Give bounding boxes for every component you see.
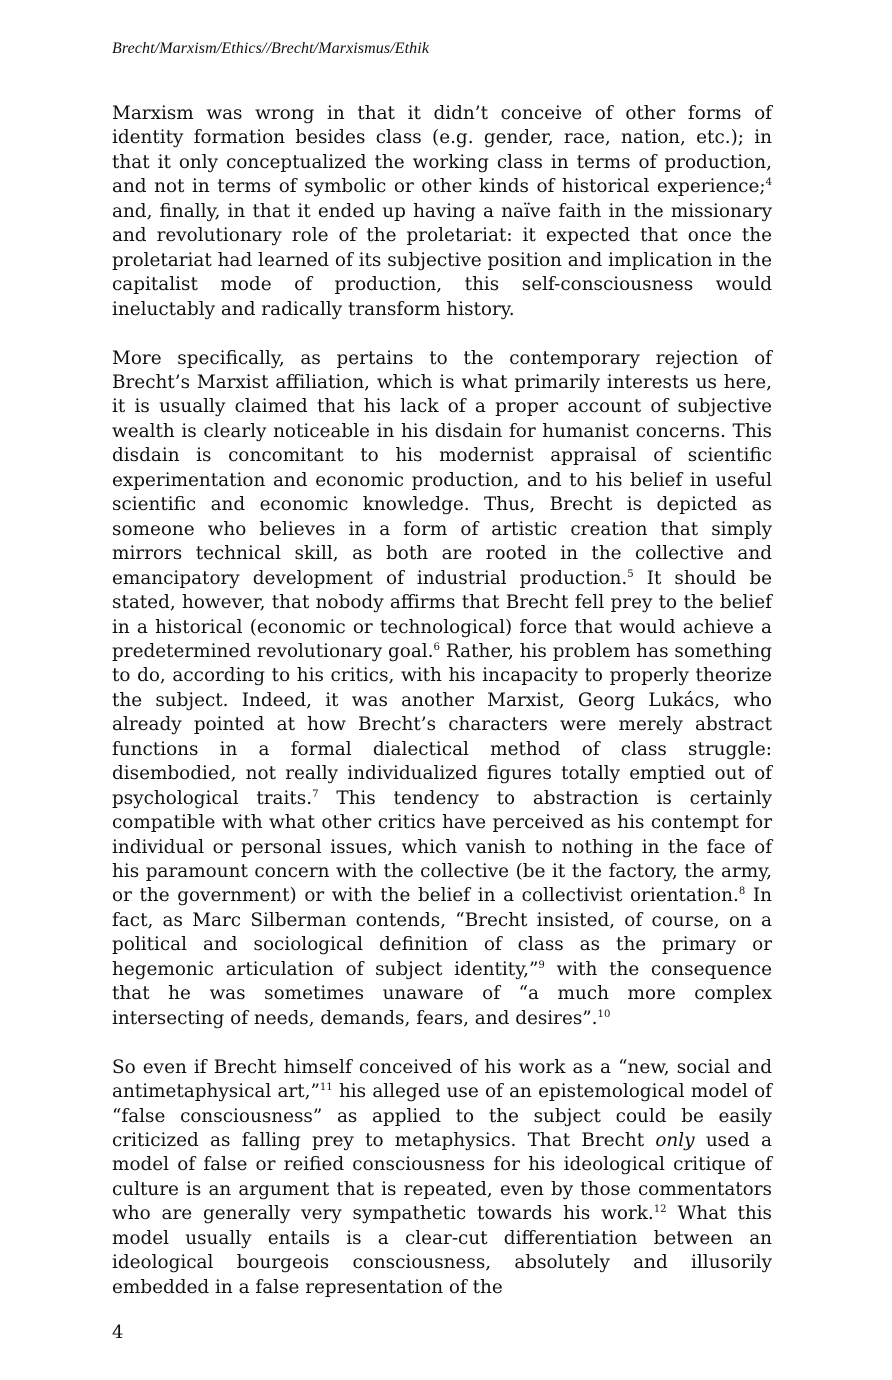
text-run: with the consequence that he was sometimes unaware of “a much more complex intersecting of needs, demands, fears, and desires”. xyxy=(112,958,772,1029)
text-run: It should be stated, however, that nobody affirms that Brecht fell prey to the belief in a historical (economic or technological) force that would achieve a predetermined revolutionary goal. xyxy=(112,567,772,662)
text-run: This tendency to abstraction is certainly compatible with what other critics have perceived as his contempt for individual or personal issues, which vanish to nothing in the face of his paramount concern with the collective (be it the factory, the army, or the government) or with the belief in a collectivist orientation. xyxy=(112,787,772,907)
text-run: and, finally, in that it ended up having a naïve faith in the missionary and revolutionary role of the proletariat: it expected that once the proletariat had learned of its subjective position and implication in the capitalist mode of production, this self-consciousness would ineluctably and radically transform history. xyxy=(112,200,773,320)
footnote-ref: 11 xyxy=(319,1082,333,1094)
footnote-ref: 7 xyxy=(312,788,319,800)
text-run: Marxism was wrong in that it didn’t conceive of other forms of identity formation besides class (e.g. gender, race, nation, etc.); in that it only conceptualized the working class in terms of production, and not in terms of symbolic or other kinds of historical experience; xyxy=(112,103,772,198)
text-run: his alleged use of an epistemological model of “false consciousness” as applied to the subject could be easily criticized as falling prey to metaphysics. That Brecht xyxy=(112,1081,772,1151)
paragraph xyxy=(112,347,772,1032)
text-run: In fact, as Marc Silberman contends, “Brecht insisted, of course, on a political and sociological definition of class as the primary or hegemonic articulation of subject identity,” xyxy=(112,885,772,980)
footnote-ref: 8 xyxy=(738,886,746,898)
footnote-ref: 5 xyxy=(627,568,634,580)
text-run: used a model of false or reified consciousness for his ideological critique of culture is an argument that is repeated, even by those commentators who are generally very sympathetic towards his work. xyxy=(112,1130,772,1225)
footnote-ref: 9 xyxy=(538,959,545,971)
paragraph xyxy=(112,1056,772,1301)
text-run: More specifically, as pertains to the contemporary rejection of Brecht’s Marxist affiliation, which is what primarily interests us here, it is usually claimed that his lack of a proper account of subjective wealth is clearly noticeable in his disdain for humanist concerns. This disdain is concomitant to his modernist appraisal of scientific experimentation and economic production, and to his belief in useful scientific and economic knowledge. Thus, Brecht is depicted as someone who believes in a form of artistic creation that simply mirrors technical skill, as both are rooted in the collective and emancipatory development of industrial production. xyxy=(112,347,772,589)
text-run: So even if Brecht himself conceived of his work as a “new, social and antimetaphysical art,” xyxy=(112,1056,772,1103)
footnote-ref: 6 xyxy=(433,641,440,653)
emphasis: only xyxy=(655,1130,695,1151)
footnote-ref: 12 xyxy=(653,1204,667,1216)
paragraph xyxy=(112,102,772,322)
footnote-ref: 4 xyxy=(765,177,772,189)
body-text xyxy=(112,102,772,1325)
text-run: What this model usually entails is a clear-cut differentiation between an ideological bourgeois consciousness, absolutely and illusorily embedded in a false representation of the xyxy=(112,1203,772,1298)
text-run: Rather, his problem has something to do, according to his critics, with his incapacity to properly theorize the subject. Indeed, it was another Marxist, Georg Lukács, who already pointed at how Brecht’s characters were merely abstract functions in a formal dialectical method of class struggle: disembodied, not really individualized figures totally emptied out of psychological traits. xyxy=(112,640,772,809)
running-head: Brecht/Marxism/Ethics//Brecht/Marxismus/Ethik xyxy=(112,40,430,57)
page-number: 4 xyxy=(112,1322,124,1343)
footnote-ref: 10 xyxy=(597,1008,611,1020)
